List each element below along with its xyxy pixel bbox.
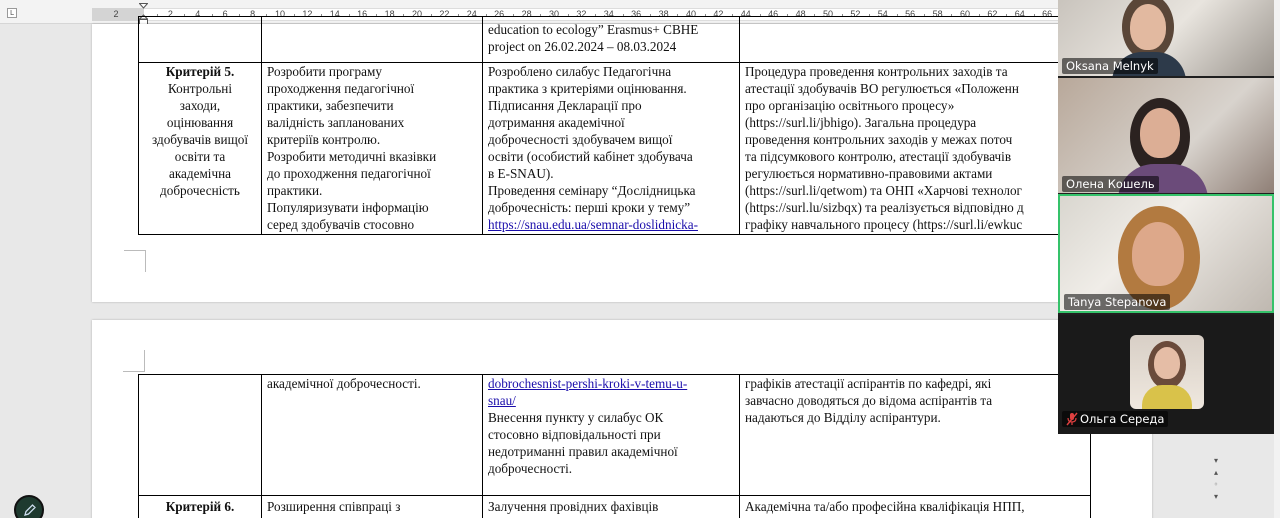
cell-text: проведення контрольних заходів у межах поточ bbox=[745, 132, 1013, 147]
participant-name: Олена Кошель bbox=[1062, 176, 1159, 192]
cell-text: практики, забезпечити bbox=[267, 98, 394, 113]
participant-tile[interactable] bbox=[1058, 315, 1274, 434]
seminar-link[interactable]: snau/ bbox=[488, 393, 516, 408]
ruler-number: 26 bbox=[494, 9, 505, 19]
ruler-number: 52 bbox=[850, 9, 861, 19]
participant-tile-active-speaker[interactable] bbox=[1058, 194, 1274, 313]
cell-text: доброчесність bbox=[160, 183, 240, 198]
ruler-number: 2 bbox=[113, 9, 119, 19]
cell-text: надаються до Відділу аспірантури. bbox=[745, 410, 941, 425]
video-participants-panel[interactable] bbox=[1058, 0, 1274, 434]
plan-cell bbox=[262, 496, 483, 518]
ruler-number: 28 bbox=[521, 9, 532, 19]
next-page-icon[interactable]: ▾ bbox=[1213, 492, 1218, 501]
scroll-controls[interactable] bbox=[1204, 455, 1228, 518]
cell-text: Проведення семінару “Дослідницька bbox=[488, 183, 696, 198]
participant-face bbox=[1130, 4, 1166, 50]
cell-text: Контрольні bbox=[167, 81, 233, 96]
result-cell bbox=[483, 63, 740, 235]
ruler-number: 34 bbox=[603, 9, 614, 19]
cell-text: академічна bbox=[168, 166, 232, 181]
participant-name bbox=[1062, 411, 1168, 427]
participant-name: Oksana Melnyk bbox=[1062, 58, 1158, 74]
cell-text: доброчесності. bbox=[488, 461, 573, 476]
cell-text: практика з критеріями оцінювання. bbox=[488, 81, 687, 96]
cell-text: в E-SNAU). bbox=[488, 166, 554, 181]
participant-name: Tanya Stepanova bbox=[1064, 294, 1170, 310]
cell-text: та підсумкового контролю, атестації здобувачів bbox=[745, 149, 1012, 164]
table-row bbox=[139, 496, 1091, 518]
table-row bbox=[139, 63, 1091, 235]
cell-text: Розширення співпраці з bbox=[267, 499, 401, 514]
cell-text: Підписання Декларації про bbox=[488, 98, 642, 113]
plan-cell bbox=[262, 63, 483, 235]
ruler-number: 50 bbox=[822, 9, 834, 19]
seminar-link[interactable]: dobrochesnist-pershi-kroki-v-temu-u- bbox=[488, 376, 688, 391]
participant-tile[interactable] bbox=[1058, 78, 1274, 193]
participant-face bbox=[1140, 108, 1180, 158]
document-page[interactable] bbox=[92, 320, 1152, 518]
ruler-number: 6 bbox=[222, 9, 228, 19]
table-row bbox=[139, 17, 1091, 63]
participant-tile[interactable] bbox=[1058, 0, 1274, 76]
cell-text: доброчесності здобувачем вищої bbox=[488, 132, 673, 147]
ruler-number: 60 bbox=[959, 9, 971, 19]
cell-text: Розроблено силабус Педагогічна bbox=[488, 64, 672, 79]
page-corner-mark bbox=[124, 250, 146, 272]
cell-text: недотриманні правил академічної bbox=[488, 444, 678, 459]
ruler-number: 48 bbox=[795, 9, 806, 19]
scroll-down-icon[interactable]: ▾ bbox=[1213, 456, 1218, 465]
ruler-number: 58 bbox=[932, 9, 943, 19]
mic-off-icon bbox=[1066, 412, 1078, 426]
cell-text: освіти та bbox=[174, 149, 226, 164]
cell-text: валідність запланованих bbox=[267, 115, 405, 130]
cell-text: до проходження педагогічної bbox=[267, 166, 431, 181]
criterion-cell bbox=[139, 496, 262, 518]
cell-text: стосовно відповідальності при bbox=[488, 427, 661, 442]
seminar-link[interactable]: https://snau.edu.ua/semnar-doslidnicka- bbox=[488, 217, 698, 232]
cell-text: Популяризувати інформацію bbox=[267, 200, 429, 215]
table-cell bbox=[483, 17, 740, 63]
ruler-number: 30 bbox=[548, 9, 560, 19]
cell-text: (https://surl.li/jbhigo). Загальна процедура bbox=[745, 115, 977, 130]
ruler-number: 62 bbox=[987, 9, 998, 19]
ruler-number: 40 bbox=[685, 9, 697, 19]
cell-text: критеріїв контролю. bbox=[267, 132, 381, 147]
criterion-cell bbox=[139, 375, 262, 496]
cell-text: регулюється нормативно-правовими актами bbox=[745, 166, 993, 181]
cell-text: Розробити програму bbox=[267, 64, 382, 79]
cell-text: Процедура проведення контрольних заходів та bbox=[745, 64, 1008, 79]
participant-face bbox=[1132, 222, 1184, 286]
cell-text: заходи, bbox=[179, 98, 221, 113]
ruler-number: 18 bbox=[384, 9, 395, 19]
ruler-number: 38 bbox=[658, 9, 669, 19]
ruler-number: 44 bbox=[740, 9, 751, 19]
cell-text: графіків атестації аспірантів по кафедрі, які bbox=[745, 376, 992, 391]
ruler-number: 20 bbox=[411, 9, 423, 19]
tab-stop-icon[interactable]: L bbox=[7, 8, 17, 18]
cell-text: дотримання академічної bbox=[488, 115, 625, 130]
cell-text: про організацію освітнього процесу» bbox=[745, 98, 955, 113]
pencil-icon bbox=[23, 503, 37, 517]
cell-text: здобувачів вищої bbox=[152, 132, 248, 147]
cell-text: (https://surl.li/qetwom) та ОНП «Харчові технолог bbox=[745, 183, 1022, 198]
cell-text: project on 26.02.2024 – 08.03.2024 bbox=[488, 39, 677, 54]
browse-object-icon[interactable]: ◦ bbox=[1213, 480, 1219, 489]
result-cell bbox=[483, 496, 740, 518]
ruler-number: 66 bbox=[1042, 9, 1053, 19]
prev-page-icon[interactable]: ▴ bbox=[1213, 468, 1218, 477]
evidence-cell bbox=[740, 63, 1091, 235]
ruler-number: 2 bbox=[167, 9, 173, 19]
ruler-number: 46 bbox=[768, 9, 779, 19]
criterion-cell bbox=[139, 63, 262, 235]
ruler-number: 16 bbox=[357, 9, 368, 19]
participant-name-text: Ольга Середа bbox=[1080, 412, 1165, 426]
cell-text: практики. bbox=[267, 183, 323, 198]
ruler-number: 32 bbox=[576, 9, 587, 19]
table-cell bbox=[262, 17, 483, 63]
cell-text: оцінювання bbox=[166, 115, 234, 130]
cell-text: серед здобувачів стосовно bbox=[267, 217, 415, 232]
cell-text: проходження педагогічної bbox=[267, 81, 415, 96]
plan-cell bbox=[262, 375, 483, 496]
evidence-cell bbox=[740, 375, 1091, 496]
cell-text: Внесення пункту у силабус ОК bbox=[488, 410, 664, 425]
cell-text: Академічна та/або професійна кваліфікація НПП, bbox=[745, 499, 1025, 514]
page-corner-mark bbox=[123, 350, 145, 372]
ruler-number: 14 bbox=[329, 9, 340, 19]
criterion-title: Критерій 6. bbox=[165, 499, 235, 514]
table-row bbox=[139, 375, 1091, 496]
ruler-number: 4 bbox=[195, 9, 201, 19]
cell-text: доброчесність: перші кроки у тему” bbox=[488, 200, 691, 215]
window-edge bbox=[1274, 0, 1280, 518]
cell-text: education to ecology” Erasmus+ CBHE bbox=[488, 22, 699, 37]
ruler-number: 12 bbox=[302, 9, 313, 19]
ruler-number: 64 bbox=[1014, 9, 1025, 19]
criterion-title: Критерій 5. bbox=[165, 64, 235, 79]
cell-text: Розробити методичні вказівки bbox=[267, 149, 437, 164]
ruler-number: 36 bbox=[631, 9, 642, 19]
result-cell bbox=[483, 375, 740, 496]
evidence-cell bbox=[740, 496, 1091, 518]
cell-text: освіти (особистий кабінет здобувача bbox=[488, 149, 693, 164]
cell-text: графіку навчального процесу (https://surl.li/ewkuc bbox=[745, 217, 1023, 232]
avatar bbox=[1130, 335, 1204, 409]
cell-text: Залучення провідних фахівців bbox=[488, 499, 659, 514]
criteria-table bbox=[138, 16, 1091, 235]
cell-text: атестації здобувачів ВО регулюється «Положенн bbox=[745, 81, 1019, 96]
document-page[interactable] bbox=[92, 24, 1152, 302]
cell-text: завчасно доводяться до відома аспірантів та bbox=[745, 393, 993, 408]
ruler-number: 24 bbox=[466, 9, 477, 19]
ruler-number: 42 bbox=[713, 9, 724, 19]
cell-text: академічної доброчесності. bbox=[267, 376, 421, 391]
cell-text: (https://surl.lu/sizbqx) та реалізується відповідно д bbox=[745, 200, 1024, 215]
table-cell bbox=[139, 17, 262, 63]
criteria-table bbox=[138, 374, 1091, 518]
ruler-number: 54 bbox=[877, 9, 888, 19]
ruler-number: 56 bbox=[905, 9, 916, 19]
table-cell bbox=[740, 17, 1091, 63]
edit-button[interactable] bbox=[14, 495, 44, 518]
ruler-number: 8 bbox=[250, 9, 256, 19]
ruler-number: 10 bbox=[274, 9, 286, 19]
ruler-number: 22 bbox=[439, 9, 450, 19]
